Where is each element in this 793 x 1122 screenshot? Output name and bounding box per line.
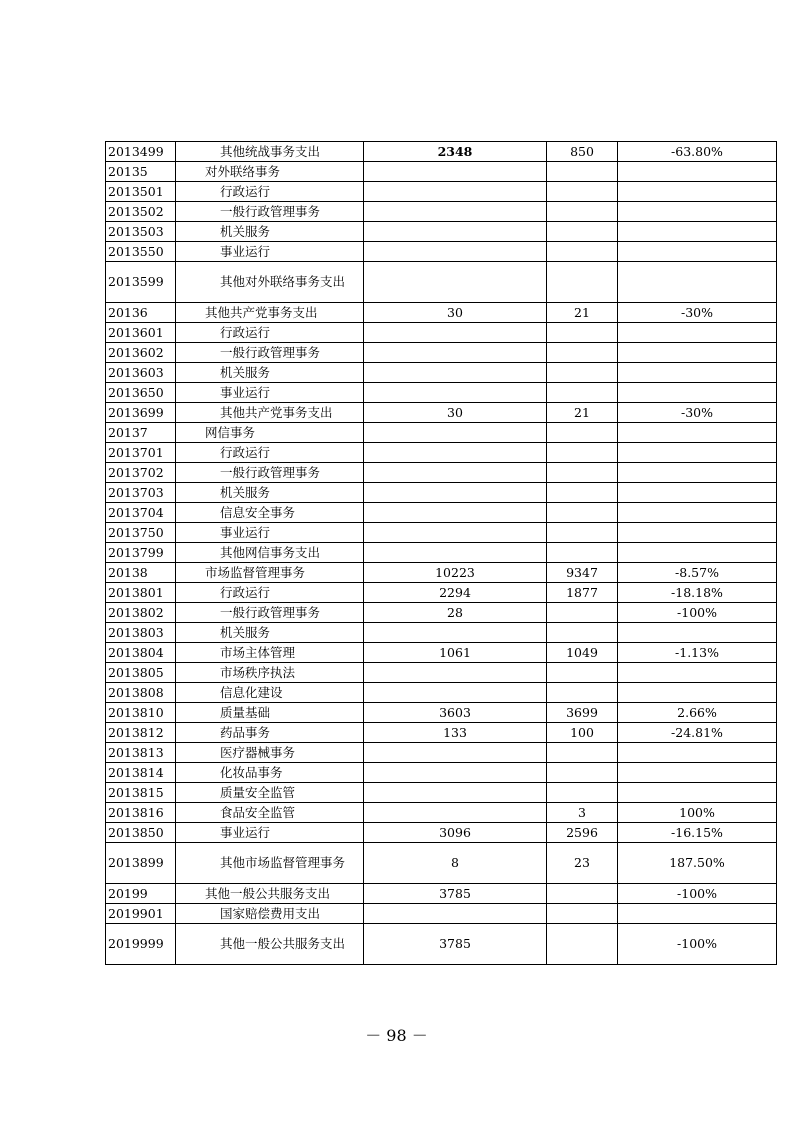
table-row bbox=[106, 924, 777, 965]
subject-name-cell: 药品事务 bbox=[176, 723, 364, 743]
prior-year-amount-cell bbox=[364, 663, 547, 683]
table-row bbox=[106, 803, 777, 823]
change-percent-cell bbox=[618, 543, 777, 563]
change-percent-cell bbox=[618, 423, 777, 443]
current-year-amount-cell bbox=[547, 503, 618, 523]
subject-code-cell: 20199 bbox=[106, 884, 176, 904]
subject-code-cell: 2013815 bbox=[106, 783, 176, 803]
subject-code-cell: 20138 bbox=[106, 563, 176, 583]
subject-name-cell: 对外联络事务 bbox=[176, 162, 364, 182]
current-year-amount-cell bbox=[547, 343, 618, 363]
subject-name-cell: 一般行政管理事务 bbox=[176, 463, 364, 483]
prior-year-amount-cell: 10223 bbox=[364, 563, 547, 583]
subject-name-cell: 质量基础 bbox=[176, 703, 364, 723]
subject-name-cell: 市场秩序执法 bbox=[176, 663, 364, 683]
subject-name-cell: 市场主体管理 bbox=[176, 643, 364, 663]
change-percent-cell bbox=[618, 904, 777, 924]
change-percent-cell: -100% bbox=[618, 924, 777, 965]
change-percent-cell bbox=[618, 182, 777, 202]
current-year-amount-cell: 21 bbox=[547, 303, 618, 323]
change-percent-cell: -18.18% bbox=[618, 583, 777, 603]
subject-code-cell: 2013550 bbox=[106, 242, 176, 262]
change-percent-cell: -16.15% bbox=[618, 823, 777, 843]
change-percent-cell: 100% bbox=[618, 803, 777, 823]
page-number: － 98 － bbox=[365, 1026, 428, 1045]
current-year-amount-cell: 850 bbox=[547, 142, 618, 162]
prior-year-amount-cell: 1061 bbox=[364, 643, 547, 663]
subject-name-cell: 化妆品事务 bbox=[176, 763, 364, 783]
prior-year-amount-cell bbox=[364, 543, 547, 563]
table-row bbox=[106, 523, 777, 543]
current-year-amount-cell bbox=[547, 884, 618, 904]
subject-name-cell: 其他统战事务支出 bbox=[176, 142, 364, 162]
current-year-amount-cell bbox=[547, 162, 618, 182]
subject-code-cell: 2013501 bbox=[106, 182, 176, 202]
prior-year-amount-cell: 28 bbox=[364, 603, 547, 623]
subject-name-cell: 行政运行 bbox=[176, 182, 364, 202]
prior-year-amount-cell bbox=[364, 463, 547, 483]
subject-code-cell: 2013503 bbox=[106, 222, 176, 242]
current-year-amount-cell bbox=[547, 783, 618, 803]
table-row bbox=[106, 583, 777, 603]
table-row bbox=[106, 303, 777, 323]
current-year-amount-cell: 21 bbox=[547, 403, 618, 423]
subject-code-cell: 20136 bbox=[106, 303, 176, 323]
change-percent-cell bbox=[618, 503, 777, 523]
subject-name-cell: 网信事务 bbox=[176, 423, 364, 443]
prior-year-amount-cell bbox=[364, 343, 547, 363]
table-row bbox=[106, 403, 777, 423]
subject-code-cell: 20135 bbox=[106, 162, 176, 182]
subject-code-cell: 2019999 bbox=[106, 924, 176, 965]
current-year-amount-cell bbox=[547, 443, 618, 463]
current-year-amount-cell: 1049 bbox=[547, 643, 618, 663]
table-row bbox=[106, 823, 777, 843]
prior-year-amount-cell: 3785 bbox=[364, 924, 547, 965]
subject-name-cell: 行政运行 bbox=[176, 583, 364, 603]
change-percent-cell: -100% bbox=[618, 603, 777, 623]
current-year-amount-cell bbox=[547, 623, 618, 643]
table-row bbox=[106, 623, 777, 643]
table-row bbox=[106, 904, 777, 924]
subject-code-cell: 2013814 bbox=[106, 763, 176, 783]
table-row bbox=[106, 543, 777, 563]
change-percent-cell bbox=[618, 743, 777, 763]
subject-code-cell: 2013702 bbox=[106, 463, 176, 483]
change-percent-cell bbox=[618, 323, 777, 343]
subject-name-cell: 机关服务 bbox=[176, 363, 364, 383]
table-row bbox=[106, 463, 777, 483]
table-row bbox=[106, 723, 777, 743]
table-row bbox=[106, 703, 777, 723]
subject-name-cell: 质量安全监管 bbox=[176, 783, 364, 803]
table-row bbox=[106, 142, 777, 162]
current-year-amount-cell bbox=[547, 323, 618, 343]
current-year-amount-cell: 2596 bbox=[547, 823, 618, 843]
table-row bbox=[106, 262, 777, 303]
current-year-amount-cell bbox=[547, 543, 618, 563]
prior-year-amount-cell bbox=[364, 623, 547, 643]
prior-year-amount-cell bbox=[364, 323, 547, 343]
current-year-amount-cell bbox=[547, 182, 618, 202]
subject-code-cell: 2013816 bbox=[106, 803, 176, 823]
subject-code-cell: 2013704 bbox=[106, 503, 176, 523]
current-year-amount-cell bbox=[547, 904, 618, 924]
change-percent-cell bbox=[618, 663, 777, 683]
subject-name-cell: 事业运行 bbox=[176, 823, 364, 843]
subject-code-cell: 2013499 bbox=[106, 142, 176, 162]
current-year-amount-cell bbox=[547, 603, 618, 623]
subject-name-cell: 其他对外联络事务支出 bbox=[176, 262, 364, 303]
prior-year-amount-cell: 133 bbox=[364, 723, 547, 743]
current-year-amount-cell bbox=[547, 242, 618, 262]
subject-name-cell: 其他共产党事务支出 bbox=[176, 403, 364, 423]
current-year-amount-cell: 3 bbox=[547, 803, 618, 823]
prior-year-amount-cell bbox=[364, 904, 547, 924]
subject-code-cell: 2013801 bbox=[106, 583, 176, 603]
change-percent-cell: -30% bbox=[618, 403, 777, 423]
subject-code-cell: 2013502 bbox=[106, 202, 176, 222]
prior-year-amount-cell bbox=[364, 222, 547, 242]
prior-year-amount-cell bbox=[364, 182, 547, 202]
subject-name-cell: 一般行政管理事务 bbox=[176, 202, 364, 222]
prior-year-amount-cell: 30 bbox=[364, 303, 547, 323]
current-year-amount-cell bbox=[547, 423, 618, 443]
change-percent-cell: 187.50% bbox=[618, 843, 777, 884]
subject-name-cell: 国家赔偿费用支出 bbox=[176, 904, 364, 924]
current-year-amount-cell bbox=[547, 683, 618, 703]
table-row bbox=[106, 683, 777, 703]
subject-code-cell: 2013850 bbox=[106, 823, 176, 843]
table-row bbox=[106, 363, 777, 383]
subject-code-cell: 2013899 bbox=[106, 843, 176, 884]
table-row bbox=[106, 222, 777, 242]
prior-year-amount-cell: 8 bbox=[364, 843, 547, 884]
change-percent-cell: -24.81% bbox=[618, 723, 777, 743]
change-percent-cell: 2.66% bbox=[618, 703, 777, 723]
subject-name-cell: 市场监督管理事务 bbox=[176, 563, 364, 583]
table-row bbox=[106, 843, 777, 884]
subject-name-cell: 行政运行 bbox=[176, 323, 364, 343]
change-percent-cell bbox=[618, 262, 777, 303]
table-row bbox=[106, 603, 777, 623]
subject-code-cell: 2013804 bbox=[106, 643, 176, 663]
subject-code-cell: 2019901 bbox=[106, 904, 176, 924]
table-row bbox=[106, 162, 777, 182]
change-percent-cell: -30% bbox=[618, 303, 777, 323]
subject-code-cell: 2013701 bbox=[106, 443, 176, 463]
table-row bbox=[106, 242, 777, 262]
budget-table-body bbox=[106, 142, 777, 965]
table-row bbox=[106, 483, 777, 503]
prior-year-amount-cell bbox=[364, 383, 547, 403]
subject-code-cell: 2013750 bbox=[106, 523, 176, 543]
budget-table bbox=[105, 141, 777, 965]
table-row bbox=[106, 884, 777, 904]
subject-code-cell: 2013601 bbox=[106, 323, 176, 343]
prior-year-amount-cell bbox=[364, 503, 547, 523]
table-row bbox=[106, 323, 777, 343]
current-year-amount-cell bbox=[547, 463, 618, 483]
current-year-amount-cell bbox=[547, 383, 618, 403]
prior-year-amount-cell bbox=[364, 162, 547, 182]
subject-code-cell: 2013808 bbox=[106, 683, 176, 703]
change-percent-cell bbox=[618, 623, 777, 643]
table-row bbox=[106, 783, 777, 803]
prior-year-amount-cell: 3603 bbox=[364, 703, 547, 723]
subject-name-cell: 机关服务 bbox=[176, 222, 364, 242]
subject-code-cell: 2013699 bbox=[106, 403, 176, 423]
subject-name-cell: 事业运行 bbox=[176, 242, 364, 262]
subject-code-cell: 2013599 bbox=[106, 262, 176, 303]
table-row bbox=[106, 663, 777, 683]
current-year-amount-cell bbox=[547, 262, 618, 303]
current-year-amount-cell bbox=[547, 202, 618, 222]
prior-year-amount-cell: 2294 bbox=[364, 583, 547, 603]
table-row bbox=[106, 343, 777, 363]
prior-year-amount-cell bbox=[364, 483, 547, 503]
change-percent-cell bbox=[618, 202, 777, 222]
prior-year-amount-cell bbox=[364, 363, 547, 383]
subject-code-cell: 20137 bbox=[106, 423, 176, 443]
change-percent-cell bbox=[618, 783, 777, 803]
change-percent-cell bbox=[618, 242, 777, 262]
prior-year-amount-cell: 3785 bbox=[364, 884, 547, 904]
current-year-amount-cell bbox=[547, 924, 618, 965]
table-row bbox=[106, 563, 777, 583]
change-percent-cell bbox=[618, 162, 777, 182]
subject-code-cell: 2013805 bbox=[106, 663, 176, 683]
prior-year-amount-cell bbox=[364, 202, 547, 222]
current-year-amount-cell: 23 bbox=[547, 843, 618, 884]
current-year-amount-cell bbox=[547, 363, 618, 383]
subject-name-cell: 机关服务 bbox=[176, 483, 364, 503]
prior-year-amount-cell bbox=[364, 783, 547, 803]
change-percent-cell: -63.80% bbox=[618, 142, 777, 162]
table-row bbox=[106, 643, 777, 663]
change-percent-cell bbox=[618, 523, 777, 543]
subject-name-cell: 食品安全监管 bbox=[176, 803, 364, 823]
change-percent-cell: -100% bbox=[618, 884, 777, 904]
subject-name-cell: 事业运行 bbox=[176, 383, 364, 403]
subject-code-cell: 2013803 bbox=[106, 623, 176, 643]
current-year-amount-cell bbox=[547, 523, 618, 543]
prior-year-amount-cell bbox=[364, 443, 547, 463]
subject-code-cell: 2013810 bbox=[106, 703, 176, 723]
subject-name-cell: 其他网信事务支出 bbox=[176, 543, 364, 563]
table-row bbox=[106, 202, 777, 222]
prior-year-amount-cell bbox=[364, 683, 547, 703]
table-row bbox=[106, 743, 777, 763]
change-percent-cell bbox=[618, 463, 777, 483]
prior-year-amount-cell bbox=[364, 262, 547, 303]
table-row bbox=[106, 763, 777, 783]
prior-year-amount-cell: 3096 bbox=[364, 823, 547, 843]
subject-code-cell: 2013813 bbox=[106, 743, 176, 763]
change-percent-cell bbox=[618, 383, 777, 403]
change-percent-cell bbox=[618, 683, 777, 703]
change-percent-cell bbox=[618, 343, 777, 363]
change-percent-cell bbox=[618, 763, 777, 783]
subject-code-cell: 2013602 bbox=[106, 343, 176, 363]
change-percent-cell bbox=[618, 443, 777, 463]
current-year-amount-cell bbox=[547, 743, 618, 763]
change-percent-cell bbox=[618, 222, 777, 242]
subject-name-cell: 一般行政管理事务 bbox=[176, 343, 364, 363]
change-percent-cell: -8.57% bbox=[618, 563, 777, 583]
prior-year-amount-cell bbox=[364, 423, 547, 443]
prior-year-amount-cell bbox=[364, 743, 547, 763]
current-year-amount-cell bbox=[547, 222, 618, 242]
subject-name-cell: 信息安全事务 bbox=[176, 503, 364, 523]
subject-name-cell: 事业运行 bbox=[176, 523, 364, 543]
subject-code-cell: 2013703 bbox=[106, 483, 176, 503]
prior-year-amount-cell: 30 bbox=[364, 403, 547, 423]
subject-name-cell: 其他一般公共服务支出 bbox=[176, 884, 364, 904]
subject-name-cell: 机关服务 bbox=[176, 623, 364, 643]
subject-code-cell: 2013802 bbox=[106, 603, 176, 623]
change-percent-cell bbox=[618, 363, 777, 383]
current-year-amount-cell bbox=[547, 483, 618, 503]
prior-year-amount-cell: 2348 bbox=[364, 142, 547, 162]
subject-name-cell: 行政运行 bbox=[176, 443, 364, 463]
prior-year-amount-cell bbox=[364, 803, 547, 823]
current-year-amount-cell bbox=[547, 663, 618, 683]
subject-name-cell: 其他共产党事务支出 bbox=[176, 303, 364, 323]
subject-code-cell: 2013650 bbox=[106, 383, 176, 403]
prior-year-amount-cell bbox=[364, 763, 547, 783]
subject-name-cell: 信息化建设 bbox=[176, 683, 364, 703]
table-row bbox=[106, 443, 777, 463]
subject-code-cell: 2013799 bbox=[106, 543, 176, 563]
current-year-amount-cell: 3699 bbox=[547, 703, 618, 723]
table-row bbox=[106, 182, 777, 202]
change-percent-cell bbox=[618, 483, 777, 503]
subject-name-cell: 医疗器械事务 bbox=[176, 743, 364, 763]
change-percent-cell: -1.13% bbox=[618, 643, 777, 663]
subject-code-cell: 2013603 bbox=[106, 363, 176, 383]
subject-code-cell: 2013812 bbox=[106, 723, 176, 743]
table-row bbox=[106, 503, 777, 523]
current-year-amount-cell: 1877 bbox=[547, 583, 618, 603]
current-year-amount-cell bbox=[547, 763, 618, 783]
prior-year-amount-cell bbox=[364, 242, 547, 262]
prior-year-amount-cell bbox=[364, 523, 547, 543]
table-row bbox=[106, 383, 777, 403]
current-year-amount-cell: 9347 bbox=[547, 563, 618, 583]
current-year-amount-cell: 100 bbox=[547, 723, 618, 743]
subject-name-cell: 其他市场监督管理事务 bbox=[176, 843, 364, 884]
table-row bbox=[106, 423, 777, 443]
subject-name-cell: 其他一般公共服务支出 bbox=[176, 924, 364, 965]
subject-name-cell: 一般行政管理事务 bbox=[176, 603, 364, 623]
